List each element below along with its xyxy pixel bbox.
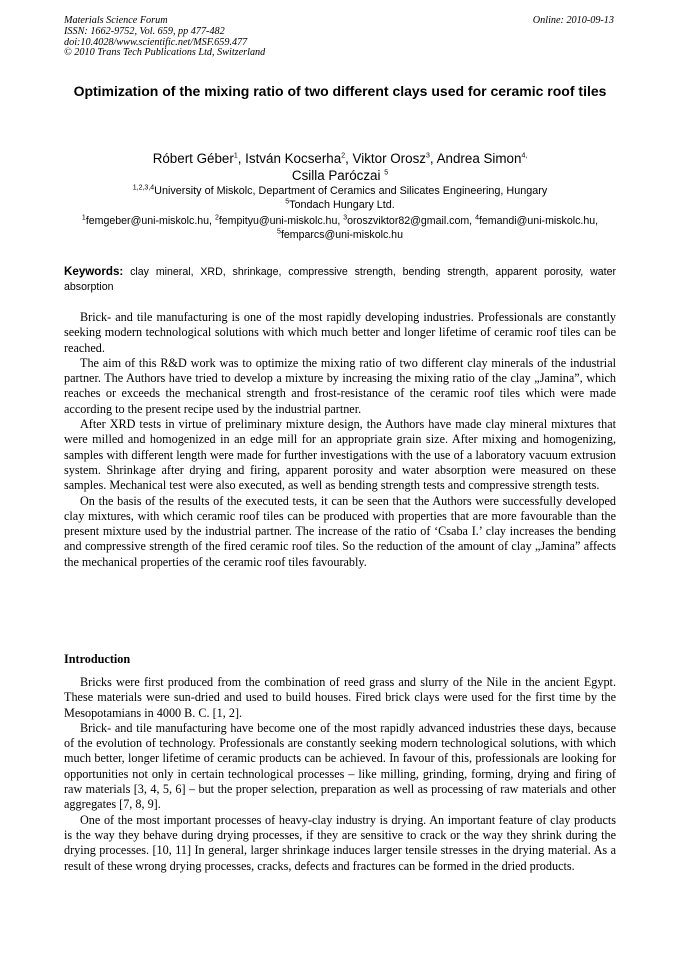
journal-header — [64, 16, 616, 59]
abstract-paragraph: Brick- and tile manufacturing is one of the most rapidly developing industries. Professionals are constantly seeking modern technological solutions with which much better and longer lifetime of ceramic roof tiles can be reached. — [64, 310, 616, 355]
body-paragraph: Brick- and tile manufacturing have become one of the most rapidly advanced industries these days, because of the evolution of technology. Professionals are constantly seeking modern technological solutions, with which much better, longer lifetime of ceramic products can be achieved. In favour of this, professionals are looking for opportunities not only in certain technological processes – like milling, grinding, forming, drying and firing of raw materials [3, 4, 5, 6] – but the proper selection, preparation as well as processing of raw materials and other aggregates [7, 8, 9]. — [64, 720, 616, 812]
author-mark: 5 — [384, 169, 389, 177]
affiliations — [64, 184, 616, 212]
journal-issn: ISSN: 1662-9752, Vol. 659, pp 477-482 — [64, 25, 225, 37]
email-mark: 3 — [343, 214, 348, 222]
abstract-paragraph: After XRD tests in virtue of preliminary mixture design, the Authors have made clay mineral mixtures that were milled and homogenized in an edge mill for an appropriate grain size. After mixing and homogenizing, samples with different length were made for further investigations with the use of a laboratory vacuum extrusion system. Shrinkage after drying and firing, apparent porosity and water absorption were measured on these samples. Mechanical test were also executed, as well as bending strength tests and compressive strength tests. — [64, 417, 616, 493]
email-address[interactable]: femparcs@uni-miskolc.hu — [280, 229, 403, 241]
body-paragraph: One of the most important processes of heavy-clay industry is drying. An important feature of clay products is the way they behave during drying processes, if they are sensitive to crack or the way they shrink during the drying processes. [10, 11] In general, larger shrinkage induces larger tensile stresses in the drying material. As a result of these wrong drying processes, cracks, defects and fractures can be formed in the dried products. — [64, 812, 616, 873]
section-heading: Introduction — [64, 652, 131, 666]
journal-name: Materials Science Forum — [64, 15, 168, 26]
online-date: Online: 2010-09-13 — [532, 15, 614, 26]
email-address[interactable]: oroszviktor82@gmail.com, — [347, 215, 476, 227]
author-mark: 3 — [425, 152, 430, 160]
email-address[interactable]: fempityu@uni-miskolc.hu, — [218, 215, 344, 227]
keywords — [64, 264, 616, 295]
introduction-section — [64, 652, 616, 874]
author-list — [64, 150, 616, 184]
journal-copyright: © 2010 Trans Tech Publications Ltd, Switzerland — [64, 47, 266, 59]
keywords-label: Keywords: — [64, 265, 124, 278]
email-mark: 5 — [277, 228, 281, 236]
author-name: , Viktor Orosz — [345, 151, 426, 166]
author-mark: 2 — [341, 152, 346, 160]
author-name: , István Kocserha — [237, 151, 342, 166]
author-mark: 1 — [233, 152, 238, 160]
email-address[interactable]: femandi@uni-miskolc.hu, — [478, 215, 599, 227]
affiliation-university: University of Miskolc, Department of Ceramics and Silicates Engineering, Hungary — [154, 185, 548, 197]
body-paragraph: Bricks were first produced from the combination of reed grass and slurry of the Nile in the ancient Egypt. These materials were sun-dried and used to build houses. Fired brick clays were used for the first time by the Mesopotamians in 4000 B. C. [1, 2]. — [64, 675, 616, 720]
abstract — [64, 310, 616, 570]
author-name: , Andrea Simon — [429, 151, 522, 166]
abstract-paragraph: On the basis of the results of the executed tests, it can be seen that the Authors were successfully developed clay mixtures, with which ceramic roof tiles can be produced with properties that are more favourable than the present mixture used by the industrial partner. The increase of the ratio of ‘Csaba I.’ clay increases the bending and compressive strength of the fired ceramic roof tiles. So the reduction of the amount of clay „Jamina” affects the mechanical properties of the ceramic roof tiles favourably. — [64, 493, 616, 569]
paper-title: Optimization of the mixing ratio of two different clays used for ceramic roof tiles — [73, 83, 607, 99]
keywords-text: clay mineral, XRD, shrinkage, compressive strength, bending strength, apparent porosity, water absorption — [64, 266, 616, 293]
email-mark: 1 — [81, 214, 86, 222]
journal-doi: doi:10.4028/www.scientific.net/MSF.659.477 — [64, 36, 248, 48]
email-address[interactable]: femgeber@uni-miskolc.hu, — [85, 215, 215, 227]
email-list — [62, 214, 618, 242]
abstract-paragraph: The aim of this R&D work was to optimize the mixing ratio of two different clay minerals of the industrial partner. The Authors have tried to develop a mixture by increasing the mixing ratio of the clay „Jamina”, which reaches or exceeds the mechanical strength and frost-resistance of the ceramic roof tiles which were made according to the present recipe used by the industrial partner. — [64, 355, 616, 416]
email-mark: 4 — [475, 214, 479, 222]
email-mark: 2 — [214, 214, 219, 222]
affiliation-mark: 1,2,3,4 — [132, 184, 155, 192]
affiliation-company: Tondach Hungary Ltd. — [289, 199, 395, 211]
author-name: Csilla Paróczai — [291, 168, 385, 183]
affiliation-mark: 5 — [285, 198, 290, 206]
author-name: Róbert Géber — [152, 151, 234, 166]
author-mark: 4, — [521, 152, 528, 160]
